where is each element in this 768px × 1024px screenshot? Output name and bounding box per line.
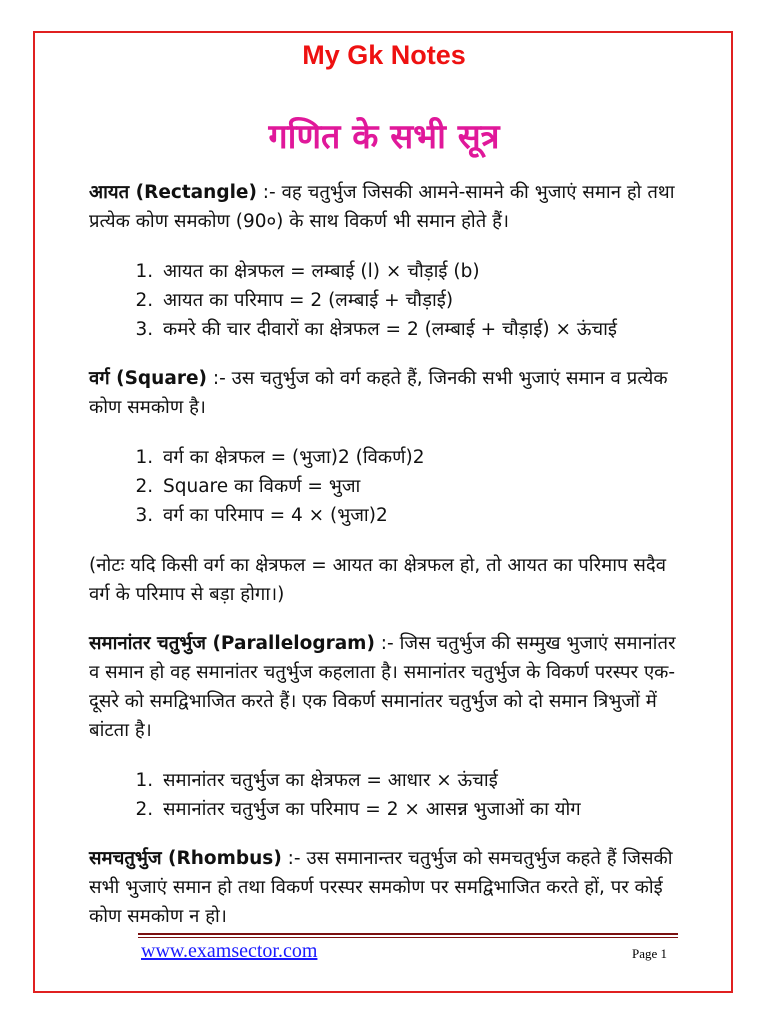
rectangle-formula-list (89, 257, 689, 344)
square-definition (89, 364, 689, 422)
footer-divider (138, 933, 678, 935)
site-title: My Gk Notes (302, 40, 466, 70)
rectangle-intro: :- वह चतुर्भुज जिसकी आमने-सामने की भुजाएं समान हो तथा प्रत्येक कोण समकोण (90०) के साथ विकर्ण भी समान होते हैं। (89, 182, 675, 232)
parallelogram-heading: समानांतर चतुर्भुज (Parallelogram) (89, 633, 375, 654)
parallelogram-definition (89, 629, 689, 745)
square-note: (नोटः यदि किसी वर्ग का क्षेत्रफल = आयत का क्षेत्रफल हो, तो आयत का परिमाप सदैव वर्ग के परिमाप से बड़ा होगा।) (89, 555, 666, 605)
list-item: 1. आयत का क्षेत्रफल = लम्बाई (l) × चौड़ाई (b) (159, 257, 689, 286)
rhombus-heading: समचतुर्भुज (Rhombus) (89, 848, 282, 869)
rectangle-heading: आयत (Rectangle) (89, 182, 257, 203)
square-heading: वर्ग (Square) (89, 368, 207, 389)
page-number: Page 1 (632, 946, 668, 961)
list-item: 2. आयत का परिमाप = 2 (लम्बाई + चौड़ाई) (159, 286, 689, 315)
rhombus-intro: :- उस समानान्तर चतुर्भुज को समचतुर्भुज कहते हैं जिसकी सभी भुजाएं समान हो तथा विकर्ण परस्पर समकोण पर समद्विभाजित करते हों, पर कोई कोण समकोण न हो। (89, 848, 673, 927)
website-link[interactable]: www.examsector.com (141, 940, 318, 962)
rhombus-definition (89, 844, 689, 931)
page-title: गणित के सभी सूत्र (268, 117, 500, 157)
list-item: 3. कमरे की चार दीवारों का क्षेत्रफल = 2 (लम्बाई + चौड़ाई) × ऊंचाई (159, 315, 689, 344)
document-body (89, 178, 689, 931)
square-formula-list (89, 443, 689, 530)
list-item: 1. समानांतर चतुर्भुज का क्षेत्रफल = आधार × ऊंचाई (159, 766, 689, 795)
footer-divider-thin (138, 937, 678, 938)
square-intro: :- उस चतुर्भुज को वर्ग कहते हैं, जिनकी सभी भुजाएं समान व प्रत्येक कोण समकोण है। (89, 368, 668, 418)
list-item: 2. समानांतर चतुर्भुज का परिमाप = 2 × आसन्न भुजाओं का योग (159, 795, 689, 824)
parallelogram-formula-list (89, 766, 689, 824)
rectangle-definition (89, 178, 689, 236)
list-item: 1. वर्ग का क्षेत्रफल = (भुजा)2 (विकर्ण)2 (159, 443, 689, 472)
list-item: 3. वर्ग का परिमाप = 4 × (भुजा)2 (159, 501, 689, 530)
parallelogram-intro: :- जिस चतुर्भुज की सम्मुख भुजाएं समानांतर व समान हो वह समानांतर चतुर्भुज कहलाता है। समानांतर चतुर्भुज के विकर्ण परस्पर एक-दूसरे को समद्विभाजित करते हैं। एक विकर्ण समानांतर चतुर्भुज को दो समान त्रिभुजों में बांटता है। (89, 633, 676, 741)
list-item: 2. Square का विकर्ण = भुजा (159, 472, 689, 501)
